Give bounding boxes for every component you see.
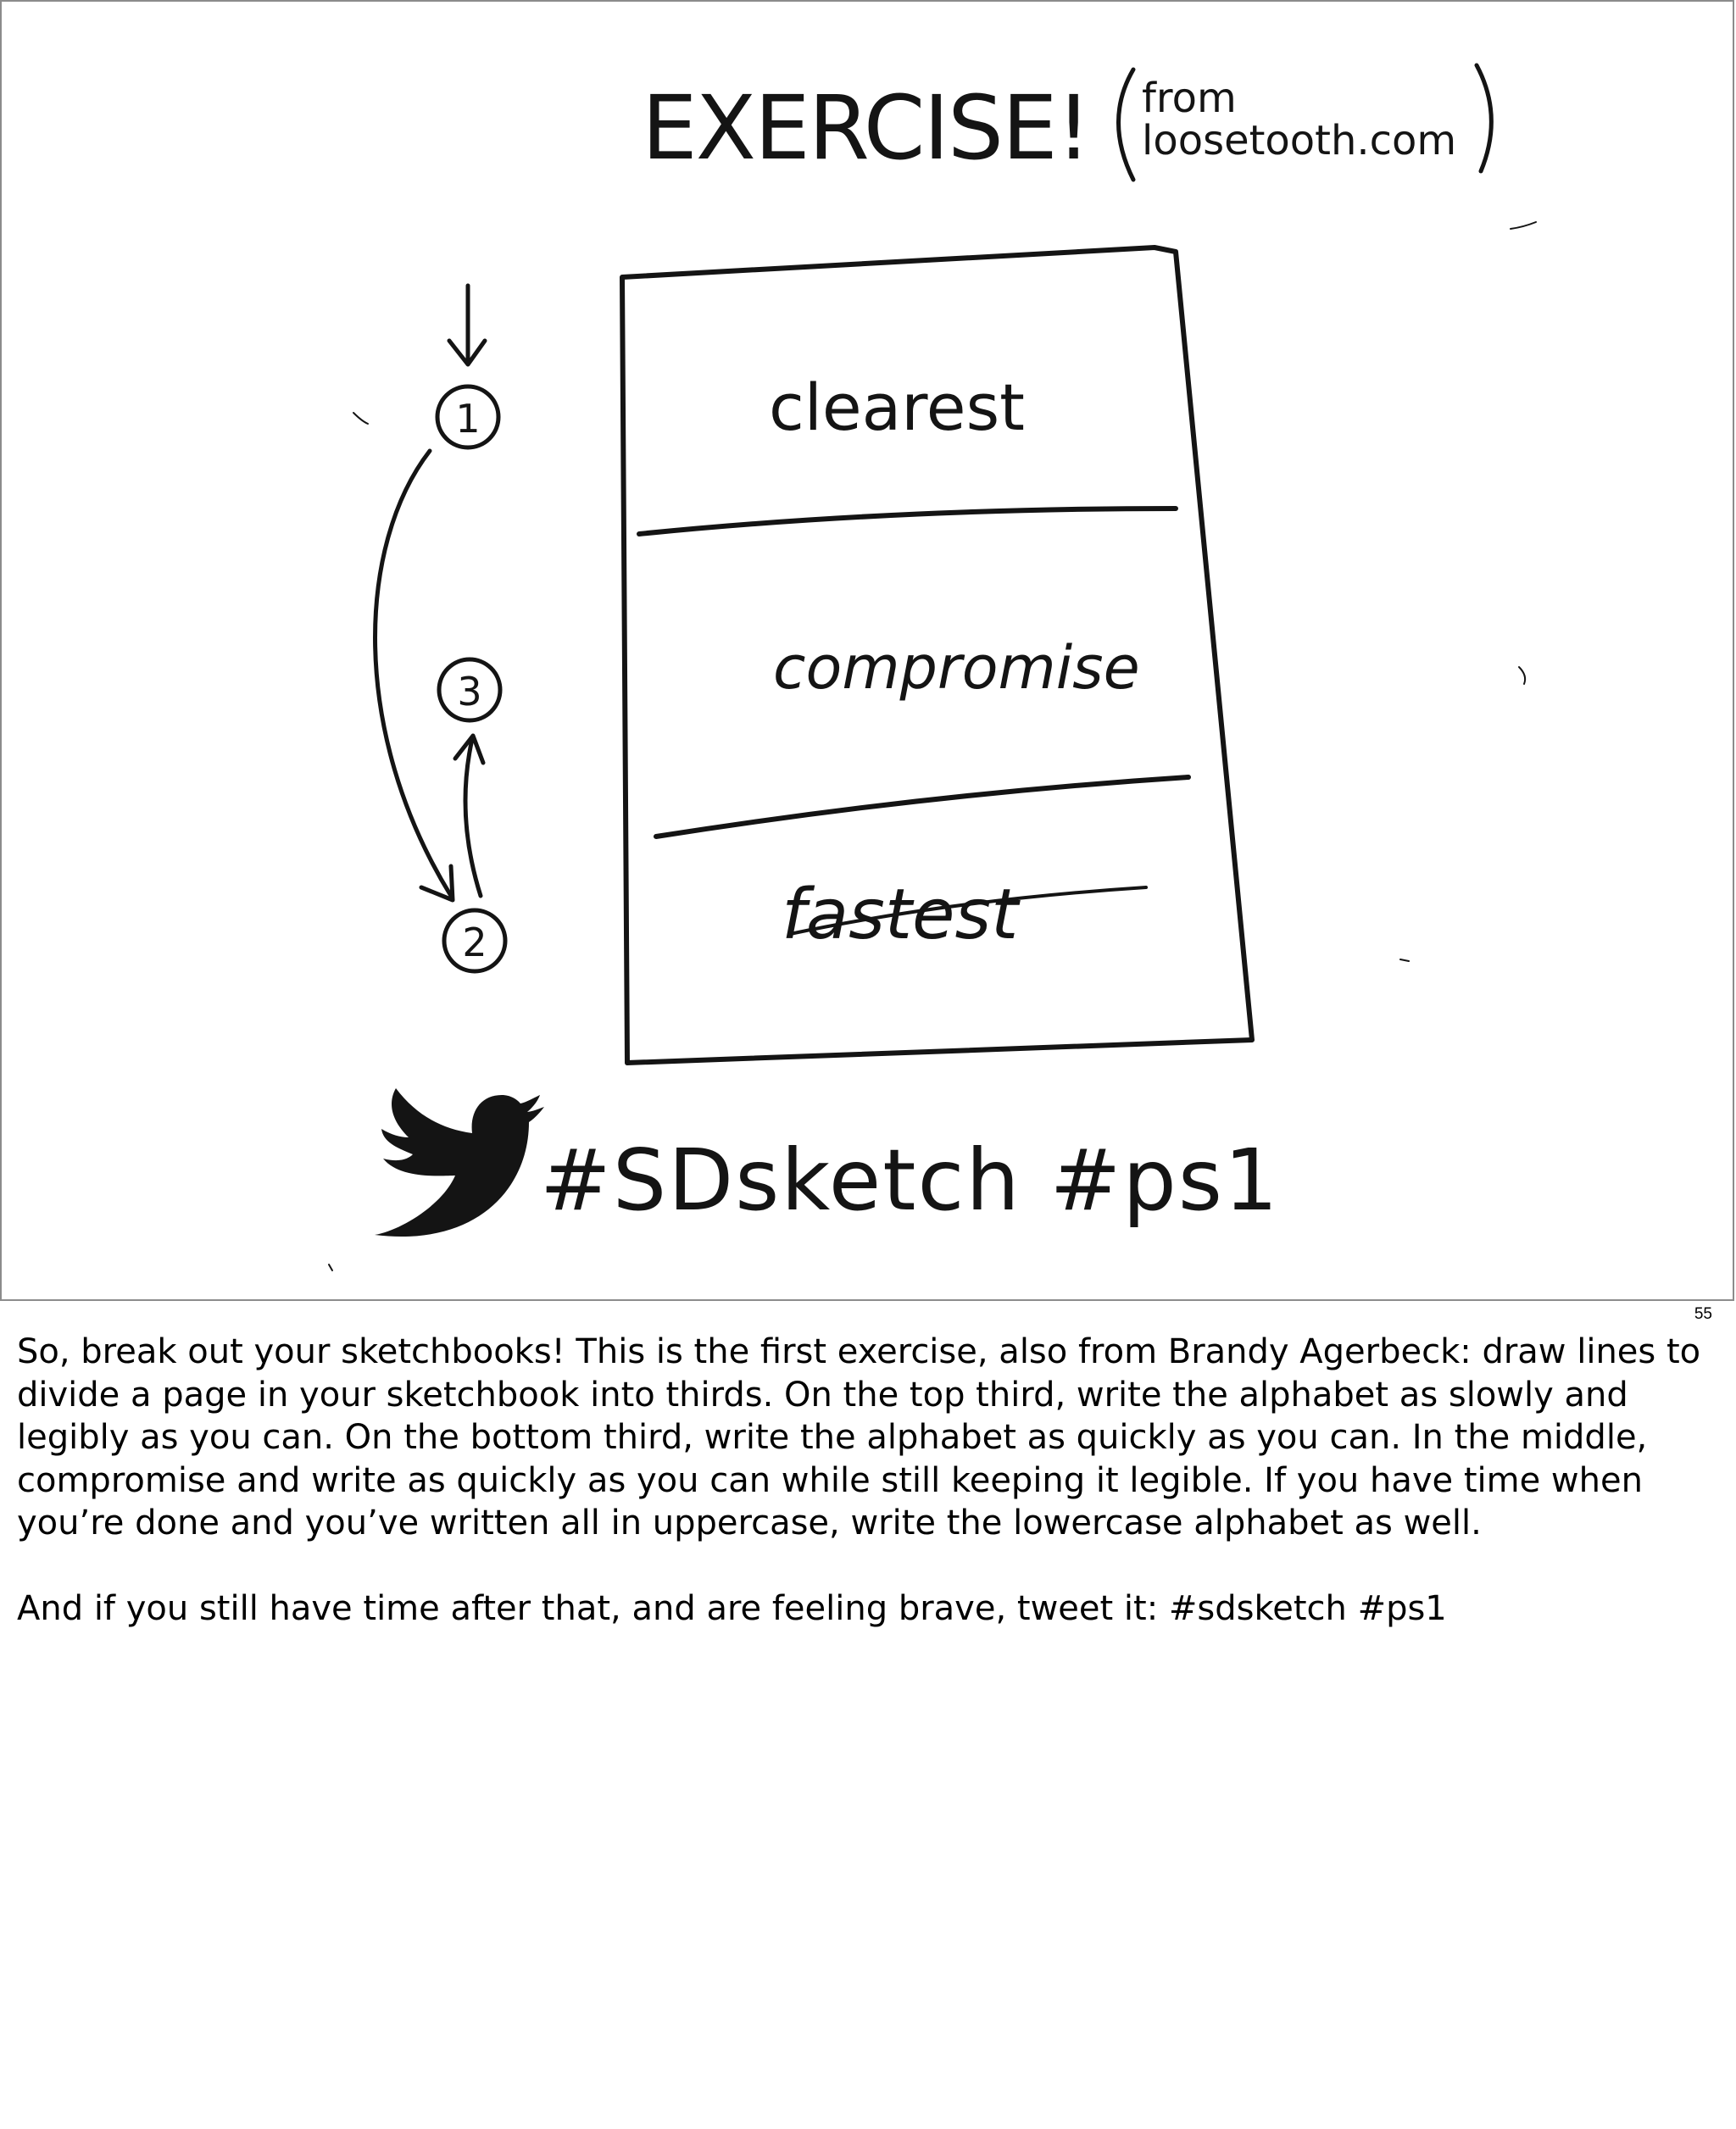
notes-paragraph: So, break out your sketchbooks! This is the first exercise, also from Brandy Agerbeck: draw lines to divide a page in your sketchbook into thirds. On the top third, write the alphabet as slowly and legibly as you can. On the bottom third, write the alphabet as quickly as you can. In the middle, compromise and write as quickly as you can while still keeping it legible. If you have time when you’re done and you’ve written all in uppercase, write the lowercase alphabet as well. xyxy=(17,1332,1701,1543)
stray-mark xyxy=(329,1265,332,1270)
page-number: 55 xyxy=(1694,1305,1712,1323)
step-2-badge xyxy=(444,910,505,971)
stray-mark xyxy=(1511,222,1536,229)
step-3-badge xyxy=(439,659,500,720)
exercise-title: EXERCISE! xyxy=(642,76,1090,180)
source-site: loosetooth.com xyxy=(1142,117,1457,164)
divider-bottom xyxy=(656,777,1188,837)
hashtags: #SDsketch #ps1 xyxy=(540,1131,1280,1230)
hand-drawn-sketch xyxy=(2,2,1736,1303)
row-clearest: clearest xyxy=(769,370,1025,445)
notes-paragraph: And if you still have time after that, and are feeling brave, tweet it: #sdsketch #ps1 xyxy=(17,1588,1447,1628)
row-fastest: fastest xyxy=(782,875,1019,955)
step-2-label: 2 xyxy=(462,920,487,965)
step-1-label: 1 xyxy=(455,396,481,442)
step-3-label: 3 xyxy=(457,669,482,714)
stray-mark xyxy=(353,413,368,424)
arrow-2-to-3 xyxy=(465,739,481,896)
stray-mark xyxy=(1400,959,1409,961)
divider-top xyxy=(639,509,1176,534)
source-from: from xyxy=(1142,75,1237,122)
step-1-badge xyxy=(437,386,498,447)
open-paren xyxy=(1119,69,1134,180)
speaker-notes xyxy=(17,1331,1712,1630)
row-compromise: compromise xyxy=(773,633,1140,703)
twitter-bird-icon xyxy=(375,1088,544,1237)
stray-mark xyxy=(1519,667,1525,684)
close-paren xyxy=(1477,65,1491,171)
curve-arrow-1-to-2 xyxy=(376,451,451,896)
